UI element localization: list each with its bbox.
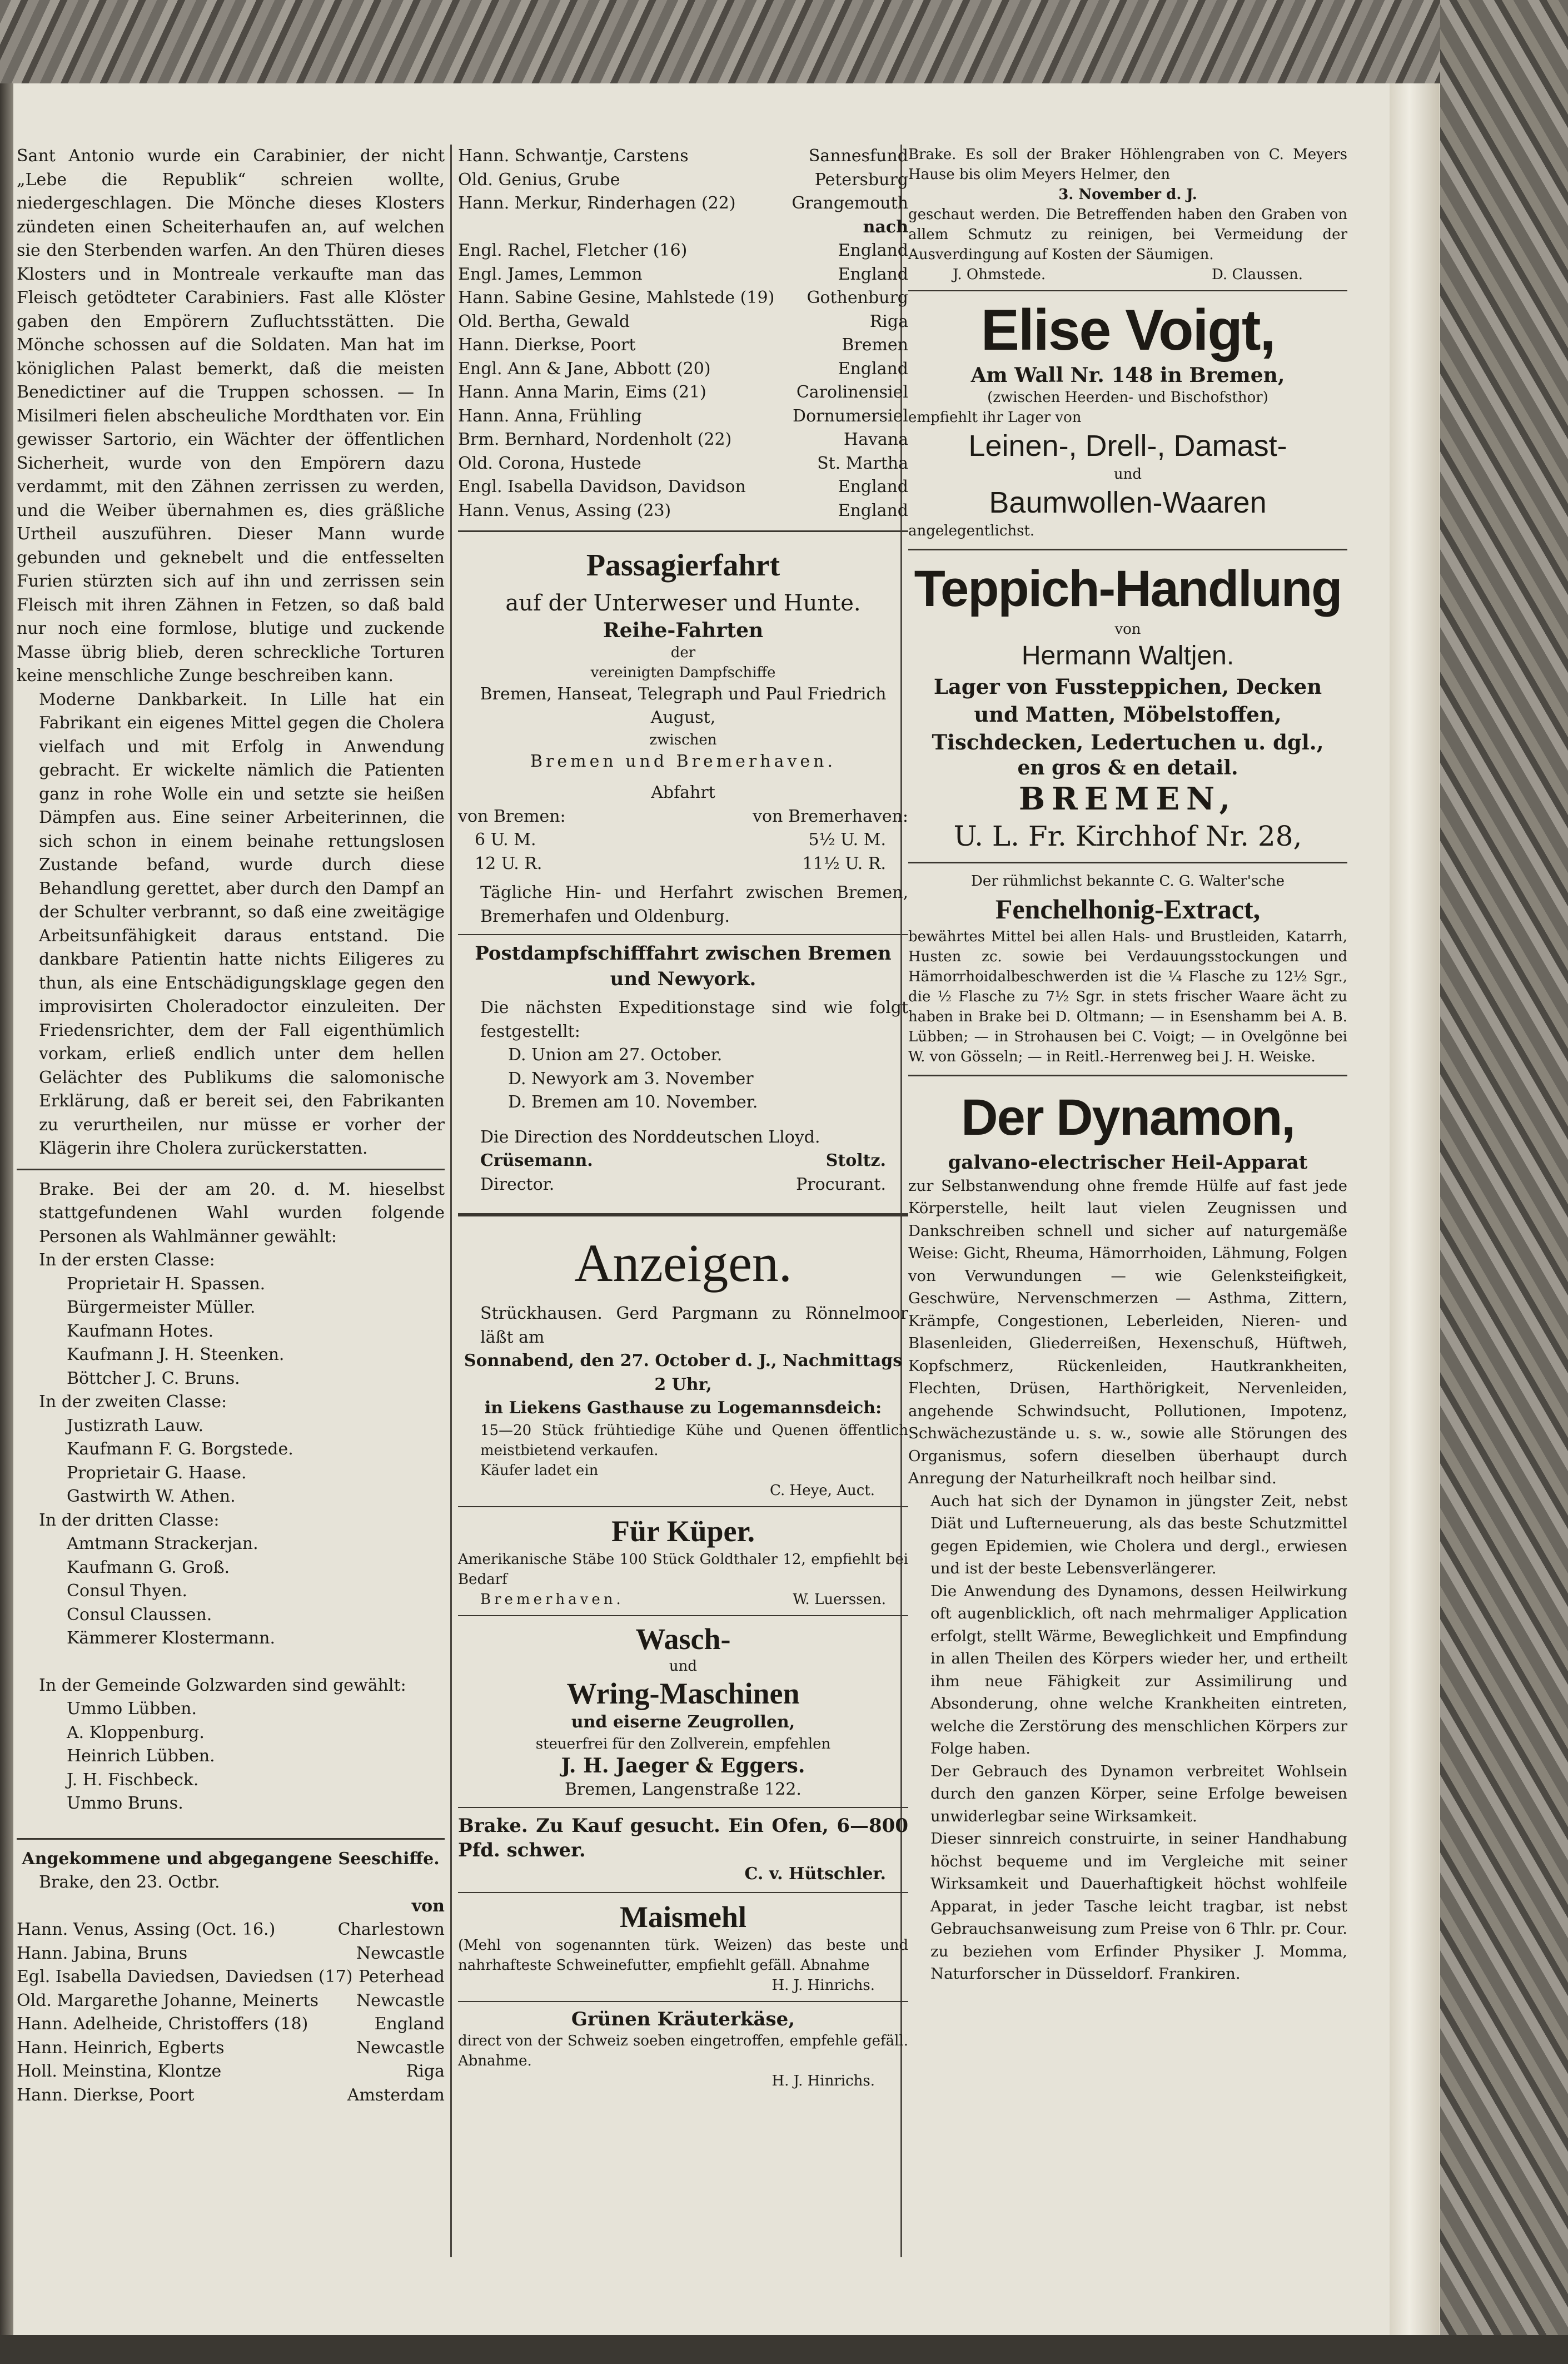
name-item: Gastwirth W. Athen. <box>67 1487 236 1506</box>
ship-row <box>458 381 908 405</box>
ship-port: Dornumersiel <box>793 406 908 426</box>
name-item: Consul Claussen. <box>67 1605 212 1625</box>
ship-row <box>17 1965 445 1989</box>
timetable-header <box>458 805 908 829</box>
divider <box>458 934 908 935</box>
ship-port: England <box>838 359 908 379</box>
ship-port: England <box>838 241 908 260</box>
voigt-und: und <box>1113 465 1142 483</box>
notice-date: 3. November d. J. <box>1058 186 1197 203</box>
ship-name: Hann. Dierkse, Poort <box>17 2085 195 2105</box>
time: 11½ U. R. <box>802 853 886 873</box>
passage-verein: vereinigten Dampfschiffe <box>590 664 776 681</box>
ship-name: Engl. Ann & Jane, Abbott (20) <box>458 359 711 379</box>
divider <box>17 1838 445 1840</box>
divider <box>908 1075 1347 1076</box>
ship-name: Old. Corona, Hustede <box>458 453 641 473</box>
divider <box>458 1615 908 1616</box>
dynamon-subtitle: galvano-electrischer Heil-Apparat <box>948 1151 1308 1174</box>
ship-row <box>458 216 908 240</box>
ofen-signature: C. v. Hütschler. <box>744 1864 886 1884</box>
name-item: Kämmerer Klostermann. <box>67 1628 276 1648</box>
name-item: Proprietair H. Spassen. <box>67 1274 266 1294</box>
anzeigen-heading: Anzeigen. <box>574 1233 792 1293</box>
divider <box>458 530 908 532</box>
ship-row <box>458 499 908 523</box>
election-intro: Brake. Bei der am 20. d. M. hieselbst stattgefundenen Wahl wurden folgende Personen als Wahlmänner gewählt: <box>39 1179 445 1246</box>
ship-name: Hann. Sabine Gesine, Mahlstede (19) <box>458 288 775 307</box>
ship-name: Hann. Merkur, Rinderhagen (22) <box>458 193 736 213</box>
divider <box>17 1169 445 1170</box>
ship-port: Riga <box>406 2062 445 2081</box>
golzwarden-intro: In der Gemeinde Golzwarden sind gewählt: <box>39 1675 406 1695</box>
teppich-text: Lager von Fussteppichen, Decken und Matten, Möbelstoffen, Tischdecken, Ledertuchen u. dgl., <box>932 674 1324 754</box>
name-item: Consul Thyen. <box>67 1581 188 1601</box>
ship-port: England <box>838 264 908 284</box>
marbled-cover-right <box>1440 0 1568 2364</box>
name-item: J. H. Fischbeck. <box>67 1770 199 1790</box>
dynamon-paragraph: Auch hat sich der Dynamon in jüngster Zeit, nebst Diät und Lufterneuerung, als das beste Schutzmittel gegen Epidemien, wie Cholera und dergl., erwiesen und ist der beste Lebensverlängerer. <box>930 1492 1347 1577</box>
ship-name: Hann. Venus, Assing (Oct. 16.) <box>17 1920 276 1939</box>
post-intro: Die nächsten Expeditionstage sind wie folgt festgestellt: <box>480 998 908 1041</box>
wring-sub: und eiserne Zeugrollen, <box>571 1712 795 1732</box>
teppich-title: Teppich-Handlung <box>914 560 1342 617</box>
ship-port: Grangemouth <box>792 193 908 213</box>
auction-intro: Strückhausen. Gerd Pargmann zu Rönnelmoor läßt am <box>480 1304 908 1347</box>
timetable-row <box>458 828 908 852</box>
wasch-und: und <box>669 1657 698 1675</box>
ship-port: Newcastle <box>356 1943 445 1963</box>
ofen-ad: Brake. Zu Kauf gesucht. Ein Ofen, 6—800 Pfd. schwer. <box>458 1815 908 1861</box>
auction-place: in Liekens Gasthause zu Logemannsdeich: <box>484 1398 882 1418</box>
post-date: D. Bremen am 10. November. <box>508 1092 758 1112</box>
ship-port: England <box>838 500 908 520</box>
from-bremen: von Bremen: <box>458 806 566 826</box>
divider <box>908 549 1347 550</box>
passage-title: Passagierfahrt <box>586 548 780 583</box>
ship-name: Hann. Venus, Assing (23) <box>458 500 671 520</box>
notice-sign <box>908 265 1347 285</box>
ship-row <box>17 1989 445 2013</box>
voigt-end: angelegentlichst. <box>908 522 1035 539</box>
ships-date: Brake, den 23. Octbr. <box>39 1873 220 1892</box>
divider <box>458 1213 908 1216</box>
teppich-name: Hermann Waltjen. <box>1021 640 1235 671</box>
dynamon-paragraph: Der Gebrauch des Dynamon verbreitet Wohlsein durch den ganzen Körper, seine Erfolge beweisen unwiderlegbar seine Wirksamkeit. <box>930 1762 1347 1825</box>
ship-name: Egl. Isabella Daviedsen, Daviedsen (17) <box>17 1967 353 1986</box>
newspaper-page <box>13 83 1390 2335</box>
class-label: In der ersten Classe: <box>39 1250 215 1270</box>
fenchel-title: Fenchelhonig-Extract, <box>995 893 1261 925</box>
wring-firm: J. H. Jaeger & Eggers. <box>561 1754 805 1777</box>
kueper-text: Amerikanische Stäbe 100 Stück Goldthaler 12, empfiehlt bei Bedarf <box>458 1551 908 1588</box>
ship-port: England <box>838 477 908 496</box>
ship-port: St. Martha <box>817 453 908 473</box>
divider <box>458 2001 908 2002</box>
ship-port: Gothenburg <box>807 288 908 307</box>
passage-der: der <box>670 644 696 661</box>
passage-subtitle: auf der Unterweser und Hunte. <box>505 590 861 616</box>
teppich-gros: en gros & en detail. <box>1017 756 1238 779</box>
ship-name: Engl. Rachel, Fletcher (16) <box>458 241 688 260</box>
signature: Stoltz. <box>825 1151 886 1170</box>
page-edges <box>1390 83 1440 2335</box>
notice-place: J. Ohmstede. <box>953 266 1046 283</box>
ship-name: Engl. Isabella Davidson, Davidson <box>458 477 746 496</box>
kraeuter-title: Grünen Kräuterkäse, <box>571 2008 795 2030</box>
name-item: Kaufmann G. Groß. <box>67 1557 230 1577</box>
column-1 <box>17 145 445 2107</box>
role: Director. <box>480 1174 555 1194</box>
auction-date: Sonnabend, den 27. October d. J., Nachmittags 2 Uhr, <box>464 1351 903 1394</box>
ship-row <box>458 168 908 192</box>
ship-row <box>458 334 908 357</box>
ship-name: Old. Bertha, Gewald <box>458 311 630 331</box>
voigt-address: Am Wall Nr. 148 in Bremen, <box>970 364 1285 387</box>
ship-name: Hann. Jabina, Bruns <box>17 1943 188 1963</box>
bottom-edge <box>0 2335 1568 2364</box>
notice-text: Brake. Es soll der Braker Höhlengraben von C. Meyers Hause bis olim Meyers Helmer, den <box>908 146 1347 183</box>
column-3 <box>908 145 1347 1985</box>
name-item: Kaufmann Hotes. <box>67 1321 214 1341</box>
binding-shadow <box>0 83 13 2335</box>
notice-signature: D. Claussen. <box>1212 266 1303 283</box>
fenchel-intro: Der rühmlichst bekannte C. G. Walter'sche <box>971 873 1285 890</box>
auction-goods: 15—20 Stück frühtiedige Kühe und Quenen öffentlich meistbietend verkaufen. <box>480 1422 908 1459</box>
fenchel-text: bewährtes Mittel bei allen Hals- und Brustleiden, Katarrh, Husten zc. sowie bei Verdauungsstockungen und Hämorrhoidalbeschwerden ist die ¼ Flasche zu 12½ Sgr., die ½ Flasche zu 7½ Sgr. in stets frischer Waare ächt zu haben in Brake bei D. Oltmann; — in Esenshamm bei A. B. Lübben; — in Strohausen bei C. Voigt; — in Ovelgönne bei W. von Gösseln; — in Reitl.-Herrenweg bei J. H. Weiske. <box>908 928 1347 1065</box>
ship-port: England <box>374 2014 445 2034</box>
timetable-row <box>458 852 908 876</box>
divider <box>908 862 1347 863</box>
ship-port: Petersburg <box>814 170 908 190</box>
abfahrt-label: Abfahrt <box>651 783 715 802</box>
signature: Crüsemann. <box>480 1151 593 1170</box>
name-item: Heinrich Lübben. <box>67 1746 215 1766</box>
kueper-sign <box>458 1590 908 1610</box>
divider <box>458 1807 908 1808</box>
teppich-city: BREMEN, <box>1018 781 1237 817</box>
direction: Die Direction des Norddeutschen Lloyd. <box>480 1127 820 1147</box>
kueper-place: Bremerhaven. <box>480 1591 624 1608</box>
teppich-address: U. L. Fr. Kirchhof Nr. 28, <box>953 820 1302 852</box>
name-item: Bürgermeister Müller. <box>67 1298 256 1317</box>
ship-row <box>17 2084 445 2108</box>
ship-name: Hann. Anna Marin, Eims (21) <box>458 383 706 402</box>
ship-row <box>17 2037 445 2060</box>
post-date: D. Union am 27. October. <box>508 1045 723 1065</box>
voigt-sub: (zwischen Heerden- und Bischofsthor) <box>987 389 1268 406</box>
ship-row <box>458 428 908 452</box>
ship-row <box>17 2013 445 2037</box>
dynamon-paragraph: zur Selbstanwendung ohne fremde Hülfe auf fast jede Körperstelle, heilt laut vielen Zeugnissen und Dankschreiben schnell und sicher auf naturgemäße Weise: Gicht, Rheuma, Hämorrhoiden, Lähmung, Folgen von Verwundungen — wie Gelenksteifigkeit, Geschwüre, Nervenschmerzen — Asthma, Zittern, Krämpfe, Congestionen, Leberleiden, Nieren- und Blasenleiden, Gliederreißen, Hexenschuß, Hüftweh, Kopfschmerz, Rückenleiden, Hautkrankheiten, Flechten, Drüsen, Harthörigkeit, Nervenleiden, angehende Schwindsucht, Pollutionen, Impotenz, Schwächezustände u. s. w., sowie alle Störungen des Organismus, sofern dieselben überhaupt durch Anregung der Naturheilkraft noch heilbar sind. <box>908 1176 1347 1487</box>
kueper-title: Für Küper. <box>611 1514 755 1548</box>
kraeuter-text: direct von der Schweiz soeben eingetroffen, empfehle gefäll. Abnahme. <box>458 2033 908 2069</box>
ship-name: Hann. Heinrich, Egberts <box>17 2038 225 2058</box>
column-2 <box>458 145 908 2091</box>
ship-row <box>458 405 908 429</box>
name-item: Böttcher J. C. Bruns. <box>67 1368 240 1388</box>
article-paragraph: Sant Antonio wurde ein Carabinier, der nicht „Lebe die Republik“ schreien wollte, niedergeschlagen. Die Mönche dieses Klosters zündeten einen Scheiterhaufen an, auf welchen sie den Sterbenden warfen. An den Thüren dieses Klosters und in Montreale verkaufte man das Fleisch getödteter Carabiniers. Fast alle Klöster gaben den Empörern Zufluchtsstätten. Die Mönche schossen auf die Soldaten. Man hat im königlichen Palast bemerkt, daß die meisten Benedictiner auf die Truppen schossen. — In Misilmeri fielen abscheuliche Mordthaten vor. Ein gewisser Sartorio, ein Wächter der öffentlichen Sicherheit, wurde von den Empörern dazu verdammt, mit den Zähnen zerrissen zu werden, und die Weiber übernahmen es, dies gräßliche Urtheil auszuführen. Dieser Mann wurde gebunden und geknebelt und die entfesselten Furien stürzten sich auf ihn und zerrissen sein Fleisch mit ihren Zähnen in Fetzen, so daß bald nur noch eine formlose, blutige und zuckende Masse übrig blieb, deren schreckliche Torturen keine menschliche Zunge beschreiben kann. <box>17 146 445 686</box>
kueper-signature: W. Luerssen. <box>793 1591 886 1608</box>
passage-zwischen: zwischen <box>649 731 717 748</box>
class-label: In der dritten Classe: <box>39 1510 220 1530</box>
signature-roles <box>458 1173 908 1197</box>
ship-name: Hann. Dierkse, Poort <box>458 335 636 355</box>
divider <box>458 1892 908 1893</box>
wring-title: Wring-Maschinen <box>566 1676 800 1710</box>
name-item: Justizrath Lauw. <box>67 1416 204 1436</box>
passage-reihe: Reihe-Fahrten <box>603 619 764 642</box>
ship-port: Newcastle <box>356 2038 445 2058</box>
ship-row <box>458 357 908 381</box>
ship-port: Newcastle <box>356 1990 445 2010</box>
signatures <box>458 1149 908 1173</box>
auction-signature: C. Heye, Auct. <box>770 1482 875 1499</box>
voigt-goods-2: Baumwollen-Waaren <box>989 485 1267 519</box>
ship-row <box>17 2060 445 2084</box>
wasch-title: Wasch- <box>635 1622 731 1656</box>
daily-note: Tägliche Hin- und Herfahrt zwischen Bremen, Bremerhafen und Oldenburg. <box>480 883 908 926</box>
post-title: Postdampfschifffahrt zwischen Bremen und Newyork. <box>475 942 892 990</box>
notice-text-2: geschaut werden. Die Betreffenden haben den Graben von allem Schmutz zu reinigen, bei Vermeidung der Ausverdingung auf Kosten der Säumigen. <box>908 206 1347 263</box>
ship-name: Engl. James, Lemmon <box>458 264 643 284</box>
ship-name: Old. Genius, Grube <box>458 170 620 190</box>
ship-port: Bremen <box>842 335 908 355</box>
name-item: Kaufmann F. G. Borgstede. <box>67 1439 293 1459</box>
name-item: Ummo Lübben. <box>67 1699 197 1719</box>
class-label: In der zweiten Classe: <box>39 1392 227 1412</box>
passage-route: Bremen und Bremerhaven. <box>530 751 837 771</box>
dynamon-paragraph: Dieser sinnreich construirte, in seiner Handhabung höchst bequeme und im Vergleiche mit seiner Wirksamkeit und Dauerhaftigkeit höchst wohlfeile Apparat, in jeder Tasche leicht tragbar, ist nebst Gebrauchsanweisung zum Preise von 6 Thlr. pr. Cour. zu beziehen vom Erfinder Physiker J. Momma, Naturforscher in Düsseldorf. Frankiren. <box>930 1830 1347 1983</box>
ship-name: Hann. Schwantje, Carstens <box>458 146 689 166</box>
ships-von: von <box>411 1896 445 1916</box>
time: 12 U. R. <box>475 853 542 873</box>
time: 5½ U. M. <box>808 830 886 850</box>
ship-row <box>458 452 908 476</box>
name-item: Ummo Bruns. <box>67 1794 183 1813</box>
ship-row <box>458 475 908 499</box>
divider <box>458 1506 908 1507</box>
ship-name: Hann. Adelheide, Christoffers (18) <box>17 2014 308 2034</box>
ship-name: Holl. Meinstina, Klontze <box>17 2062 222 2081</box>
ship-row <box>17 1942 445 1966</box>
from-bremerhaven: von Bremerhaven: <box>753 806 908 826</box>
ship-port: Riga <box>869 311 908 331</box>
ship-row <box>458 310 908 334</box>
name-item: Proprietair G. Haase. <box>67 1463 247 1483</box>
teppich-von: von <box>1114 620 1141 638</box>
article-paragraph: Moderne Dankbarkeit. In Lille hat ein Fabrikant ein eigenes Mittel gegen die Cholera vielfach und mit Erfolg in Anwendung gebracht. Er wickelte nämlich die Patienten ganz in rohe Wolle ein und setzte sie heißen Dämpfen aus. Eine seiner Arbeiterinnen, die sich schon in einem beinahe rettungslosen Zustande befand, wurde durch diese Behandlung gerettet, aber durch den Dampf an der Schulter verbrannt, so daß eine zweitägige Arbeitsunfähigkeit daraus entstand. Die dankbare Patientin hatte nichts Eiligeres zu thun, als eine Entschädigungsklage gegen den improvisirten Choleradoctor einzuleiten. Der Friedensrichter, dem der Fall eigenthümlich vorkam, erließ endlich unter dem hellen Gelächter des Publikums die salomonische Erklärung, daß er bereit sei, den Fabrikanten zu verurtheilen, nur müsse er vorher der Klägerin ihre Cholera zurückerstatten. <box>39 689 445 1158</box>
time: 6 U. M. <box>475 830 536 850</box>
wring-sub2: steuerfrei für den Zollverein, empfehlen <box>535 1736 831 1752</box>
mais-text: (Mehl von sogenannten türk. Weizen) das beste und nahrhafteste Schweinefutter, empfiehlt gefäll. Abnahme <box>458 1936 908 1974</box>
dynamon-paragraph: Die Anwendung des Dynamons, dessen Heilwirkung oft augenblicklich, oft nach mehrmaliger Application erfolgt, stellt Wärme, Beweglichkeit und Empfindung in allen Theilen des Körpers wieder her, und ertheilt ihm neue Fähigkeit zur Assimilirung und Absonderung, ohne welche Krankheiten eintreten, welche die Zerstörung des menschlichen Körpers zur Folge haben. <box>930 1582 1347 1757</box>
ship-row <box>458 263 908 287</box>
column-rule <box>450 145 452 2257</box>
name-item: A. Kloppenburg. <box>67 1722 205 1742</box>
ship-port: Charlestown <box>337 1920 445 1939</box>
post-date: D. Newyork am 3. November <box>508 1069 754 1089</box>
voigt-name: Elise Voigt, <box>980 298 1275 362</box>
ship-port: Amsterdam <box>347 2085 445 2105</box>
ship-row <box>17 1918 445 1942</box>
name-item: Kaufmann J. H. Steenken. <box>67 1345 285 1364</box>
ship-row <box>458 239 908 263</box>
voigt-lager: empfiehlt ihr Lager von <box>908 409 1082 426</box>
marbled-cover-top <box>0 0 1568 83</box>
mais-signature: H. J. Hinrichs. <box>771 1976 875 1994</box>
wring-address: Bremen, Langenstraße 122. <box>565 1779 802 1799</box>
ship-port: Sannesfund <box>808 146 908 166</box>
ship-row <box>458 286 908 310</box>
ship-port: nach <box>863 217 908 237</box>
ship-row <box>458 145 908 168</box>
dynamon-title: Der Dynamon, <box>961 1089 1295 1146</box>
divider <box>908 290 1347 291</box>
voigt-goods-1: Leinen-, Drell-, Damast- <box>968 429 1287 463</box>
name-item: Amtmann Strackerjan. <box>67 1534 258 1553</box>
ship-port: Carolinensiel <box>796 383 908 402</box>
ship-row <box>458 192 908 216</box>
ship-name: Hann. Anna, Frühling <box>458 406 642 426</box>
ship-port: Peterhead <box>359 1967 445 1986</box>
auction-buyers: Käufer ladet ein <box>480 1462 599 1479</box>
ship-port: Havana <box>843 430 908 449</box>
ship-name: Brm. Bernhard, Nordenholt (22) <box>458 430 732 449</box>
ships-title: Angekommene und abgegangene Seeschiffe. <box>22 1849 440 1869</box>
ship-name: Old. Margarethe Johanne, Meinerts <box>17 1990 318 2010</box>
role: Procurant. <box>796 1174 886 1194</box>
mais-title: Maismehl <box>620 1900 746 1934</box>
kraeuter-signature: H. J. Hinrichs. <box>771 2073 875 2089</box>
passage-ships: Bremen, Hanseat, Telegraph und Paul Friedrich August, <box>480 684 887 727</box>
